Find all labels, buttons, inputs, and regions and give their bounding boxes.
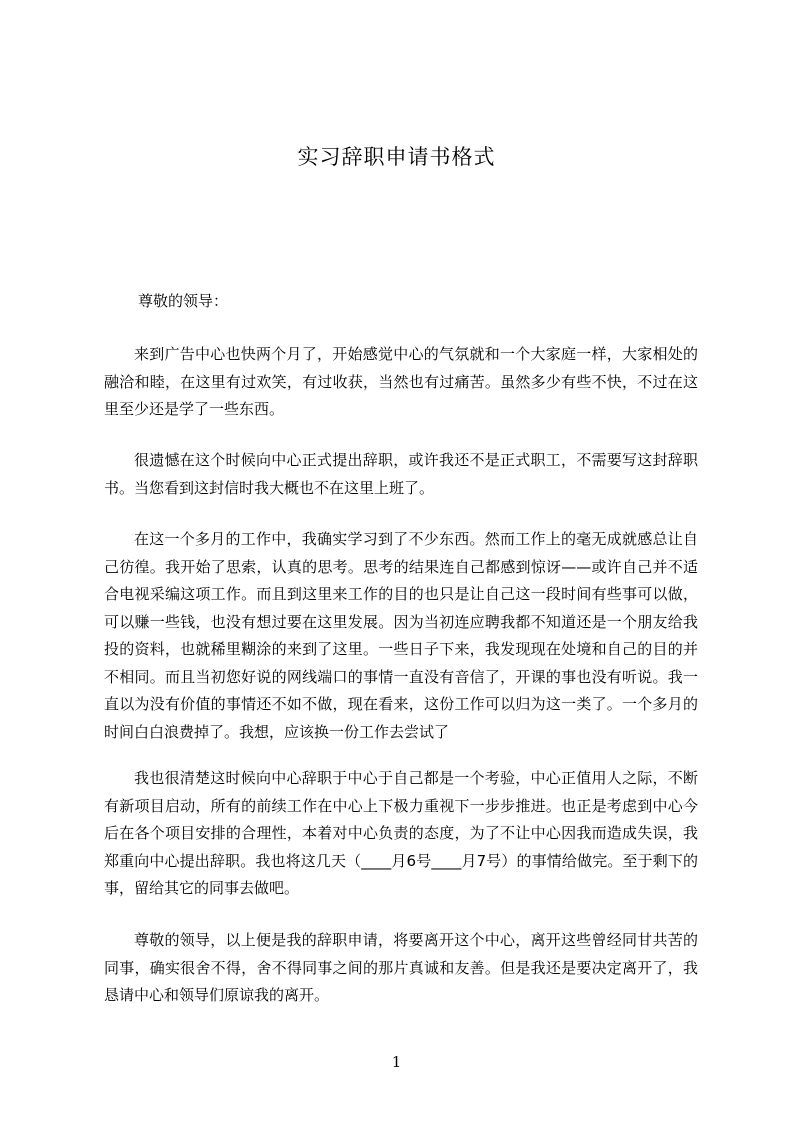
- page-number: 1: [391, 1053, 402, 1071]
- paragraph-5: 尊敬的领导，以上便是我的辞职申请，将要离开这个中心，离开这些曾经同甘共苦的同事，确实很舍不得，舍不得同事之间的那片真诚和友善。但是我还是要决定离开了，我恳请中心和领导们原谅我的离开。: [104, 931, 698, 1004]
- paragraph-2: 很遗憾在这个时候向中心正式提出辞职，或许我还不是正式职工，不需要写这封辞职书。当您看到这封信时我大概也不在这里上班了。: [104, 451, 698, 497]
- page-title: 实习辞职申请书格式: [297, 145, 496, 169]
- paragraph-1: 来到广告中心也快两个月了，开始感觉中心的气氛就和一个大家庭一样，大家相处的融洽和睦，在这里有过欢笑，有过收获，当然也有过痛苦。虽然多少有些不快，不过在这里至少还是学了一些东西。: [104, 345, 698, 418]
- paragraph-3: 在这一个多月的工作中，我确实学习到了不少东西。然而工作上的毫无成就感总让自己彷徨。我开始了思索，认真的思考。思考的结果连自己都感到惊讶——或许自己并不适合电视采编这项工作。而且到这里来工作的目的也只是让自己这一段时间有些事可以做，可以赚一些钱，也没有想过要在这里发展。因为当初连应聘我都不知道还是一个朋友给我投的资料，也就稀里糊涂的来到了这里。一些日子下来，我发现现在处境和自己的目的并不相同。而且当初您好说的网线端口的事情一直没有音信了，开课的事也没有听说。我一直以为没有价值的事情还不如不做，现在看来，这份工作可以归为这一类了。一个多月的时间白白浪费掉了。我想，应该换一份工作去尝试了: [104, 530, 698, 741]
- salutation: 尊敬的领导：: [138, 292, 229, 310]
- paragraph-4: 我也很清楚这时候向中心辞职于中心于自己都是一个考验，中心正值用人之际，不断有新项目启动，所有的前续工作在中心上下极力重视下一步步推进。也正是考虑到中心今后在各个项目安排的合理性，本着对中心负责的态度，为了不让中心因我而造成失误，我郑重向中心提出辞职。我也将这几天（____月6号____月7号）的事情给做完。至于剩下的事，留给其它的同事去做吧。: [104, 769, 698, 897]
